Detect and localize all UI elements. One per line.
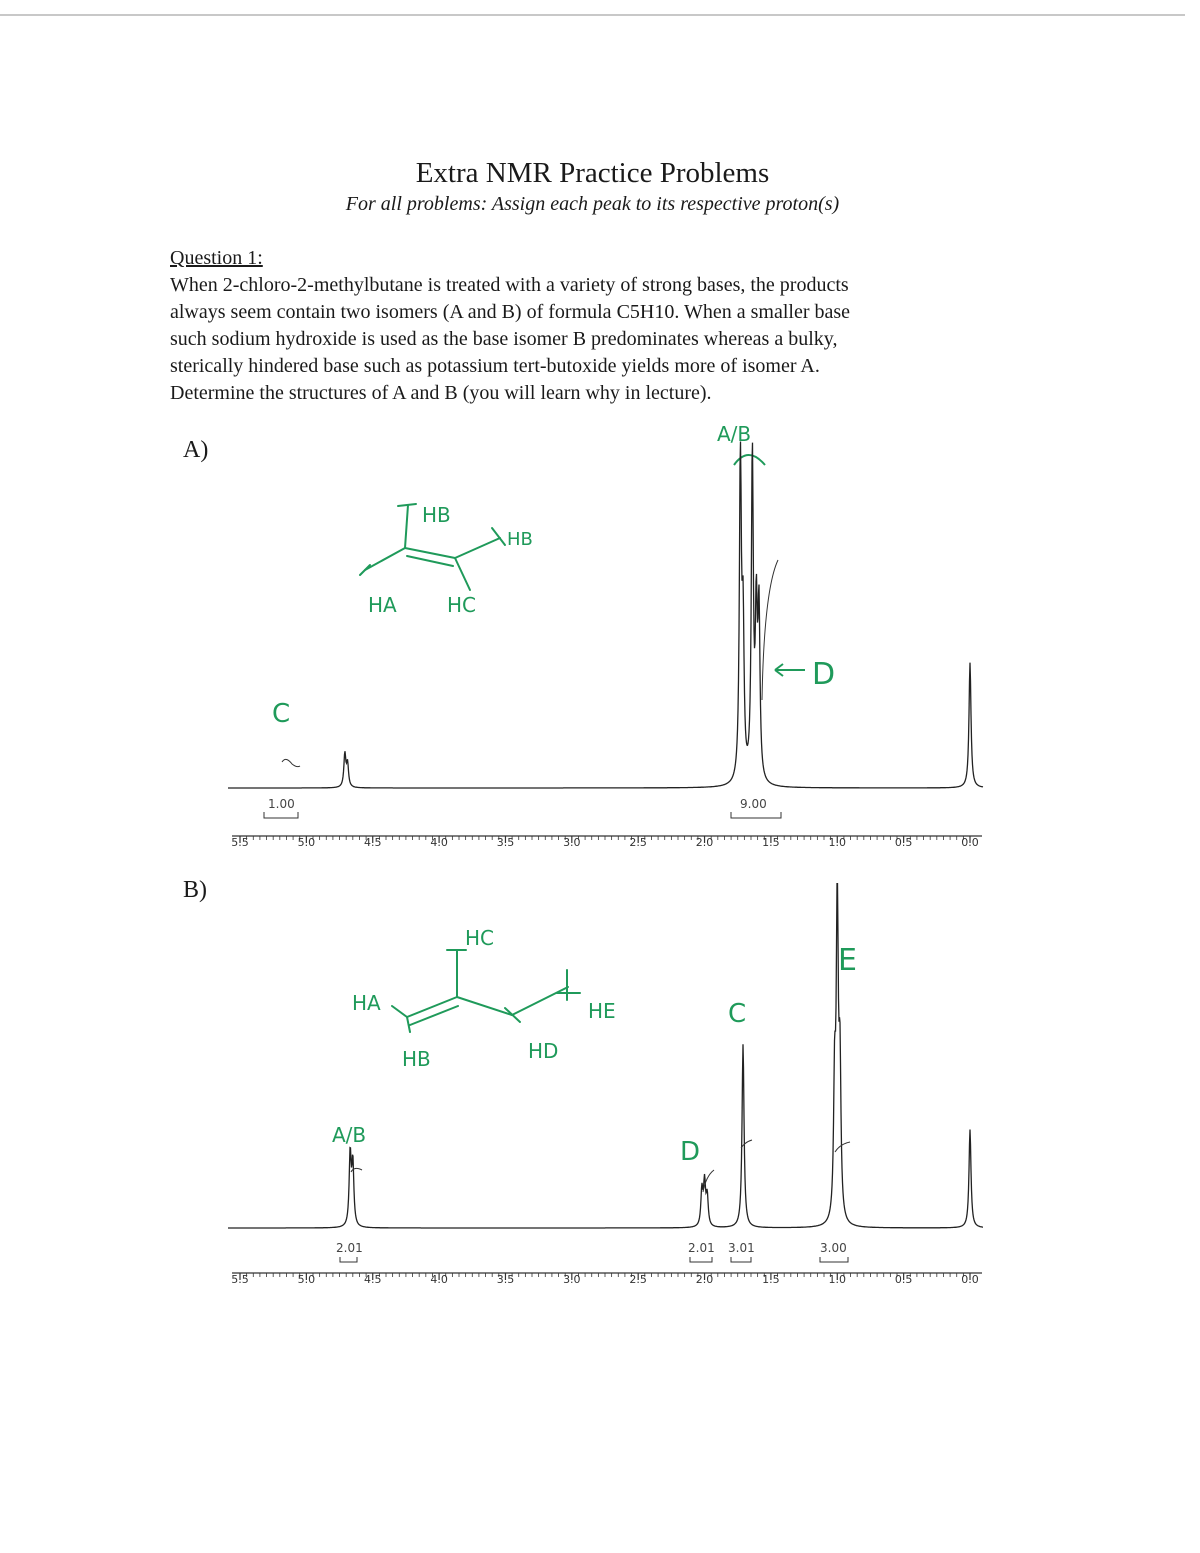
integral-bracket — [340, 1257, 357, 1262]
integral-value: 3.01 — [728, 1241, 755, 1255]
axis-tick-label: 1.0 — [828, 1273, 847, 1286]
axis-tick-label: 3.0 — [563, 1273, 581, 1286]
integral-bracket — [820, 1257, 848, 1262]
axis-tick-label: 5.0 — [297, 1273, 316, 1286]
integral-curve — [835, 1142, 850, 1152]
ppm-axis-a — [231, 836, 982, 849]
axis-tick-label: 1.5 — [762, 1273, 780, 1286]
scan-edge-line — [0, 14, 1185, 16]
hand-label-hb: HB — [402, 1047, 431, 1071]
ppm-axis-b — [231, 1273, 982, 1286]
handwritten-structure-b — [392, 950, 580, 1032]
axis-tick-label: 0.0 — [961, 836, 979, 849]
hand-label-peak-ab: A/B — [332, 1123, 367, 1147]
hand-arrow-d — [775, 664, 805, 676]
question-line: Determine the structures of A and B (you will learn why in lecture). — [170, 382, 712, 404]
question-line: such sodium hydroxide is used as the base isomer B predominates whereas a bulky, — [170, 328, 838, 350]
nmr-spectrum-b — [0, 890, 1200, 1300]
question-heading: Question 1: — [170, 247, 263, 269]
integral-curve — [741, 1140, 752, 1148]
page-subtitle: For all problems: Assign each peak to its respective proton(s) — [345, 193, 840, 215]
integral-value: 2.01 — [336, 1241, 363, 1255]
hand-label-peak-c: C — [728, 999, 747, 1029]
integral-bracket — [264, 812, 298, 818]
axis-tick-label: 5.5 — [231, 836, 249, 849]
hand-label-ha: HA — [352, 991, 381, 1015]
hand-label-hb-top: HB — [422, 503, 451, 527]
axis-tick-label: 2.5 — [629, 1273, 647, 1286]
integral-bracket — [731, 812, 781, 818]
hand-label-he: HE — [588, 999, 616, 1023]
question-text — [170, 272, 1000, 407]
hand-arc-ab — [734, 455, 765, 465]
question-line: When 2-chloro-2-methylbutane is treated with a variety of strong bases, the products — [170, 274, 849, 296]
axis-tick-label: 2.5 — [629, 836, 647, 849]
integral-curve — [351, 1168, 362, 1172]
hand-label-hc: HC — [447, 593, 477, 617]
integral-value: 1.00 — [268, 797, 295, 811]
integral-value: 2.01 — [688, 1241, 715, 1255]
axis-tick-label: 3.5 — [496, 836, 515, 849]
hand-label-peak-e: E — [838, 943, 857, 978]
integral-bracket — [690, 1257, 712, 1262]
axis-tick-label: 0.5 — [894, 1273, 913, 1286]
hand-label-peak-ab: A/B — [717, 422, 752, 446]
axis-tick-label: 5.0 — [297, 836, 316, 849]
axis-tick-label: 5.5 — [231, 1273, 249, 1286]
axis-tick-label: 4.0 — [430, 1273, 448, 1286]
spectrum-trace-b — [228, 884, 983, 1228]
part-b-label: B) — [183, 877, 207, 903]
axis-tick-label: 4.0 — [430, 836, 448, 849]
hand-label-peak-d: D — [812, 657, 836, 692]
integral-value: 9.00 — [740, 797, 767, 811]
integral-value: 3.00 — [820, 1241, 847, 1255]
axis-tick-label: 0.5 — [894, 836, 913, 849]
axis-tick-label: 4.5 — [363, 1273, 382, 1286]
spectrum-trace-a — [228, 442, 983, 789]
hand-label-ha: HA — [368, 593, 397, 617]
page-title: Extra NMR Practice Problems — [415, 157, 770, 189]
axis-tick-label: 3.0 — [563, 836, 581, 849]
hand-label-hc: HC — [465, 926, 495, 950]
hand-label-hb-right: HB — [507, 529, 533, 550]
hand-label-hd: HD — [528, 1039, 559, 1063]
hand-label-peak-d: D — [680, 1137, 701, 1167]
question-line: sterically hindered base such as potassium tert-butoxide yields more of isomer A. — [170, 355, 820, 377]
axis-tick-label: 1.0 — [828, 836, 847, 849]
axis-tick-label: 4.5 — [363, 836, 382, 849]
nmr-spectrum-a — [0, 410, 1200, 870]
axis-tick-label: 2.0 — [695, 1273, 714, 1286]
axis-tick-label: 2.0 — [695, 836, 714, 849]
integral-curve-c — [282, 759, 300, 766]
hand-label-peak-c: C — [272, 699, 291, 729]
question-line: always seem contain two isomers (A and B) of formula C5H10. When a smaller base — [170, 301, 851, 323]
integral-bracket — [731, 1257, 751, 1262]
axis-tick-label: 1.5 — [762, 836, 780, 849]
axis-tick-label: 0.0 — [961, 1273, 979, 1286]
part-a-label: A) — [183, 437, 209, 463]
axis-tick-label: 3.5 — [496, 1273, 515, 1286]
integral-curve-ab — [762, 560, 778, 700]
